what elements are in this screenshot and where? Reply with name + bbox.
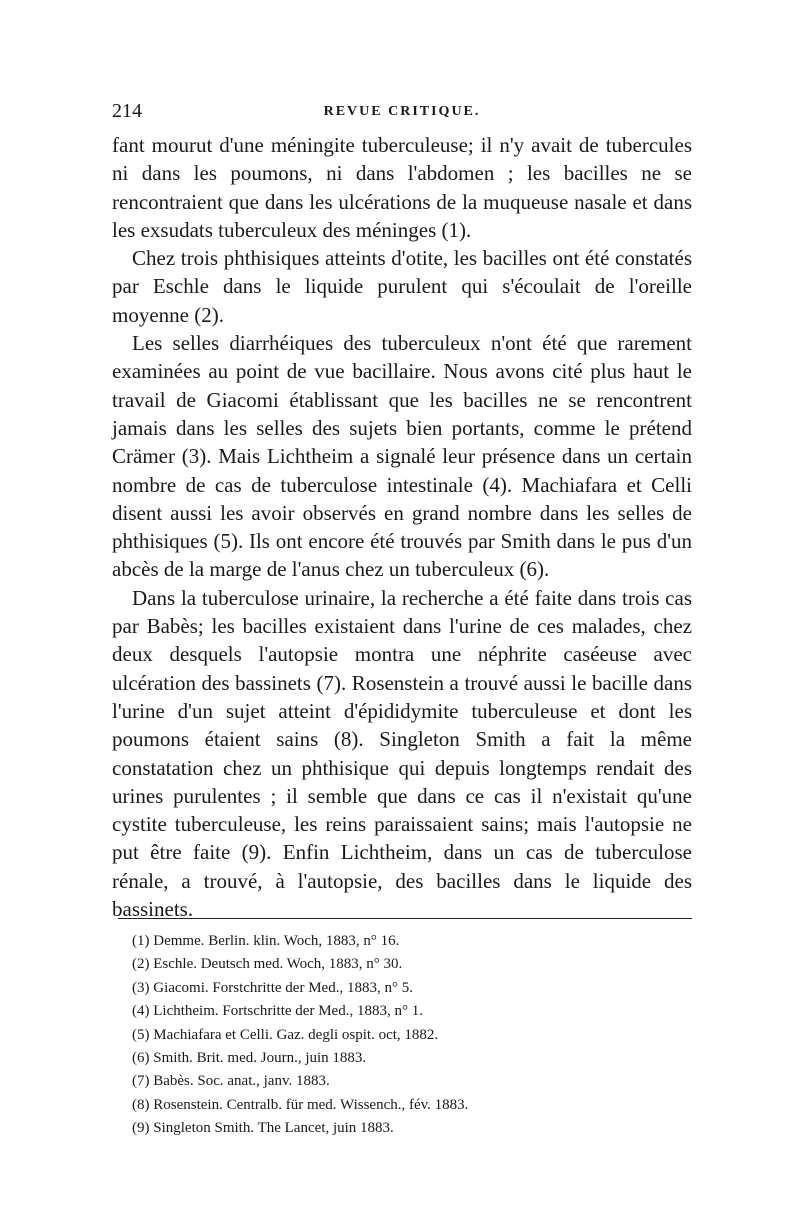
footnote: (6) Smith. Brit. med. Journ., juin 1883. bbox=[132, 1050, 367, 1067]
footnote: (1) Demme. Berlin. klin. Woch, 1883, n° 16. bbox=[132, 933, 400, 949]
paragraph: Dans la tuberculose urinaire, la recherche a été faite dans trois cas par Babès; les bacilles existaient dans l'urine de ces malades, chez deux desquels l'autopsie montra une néphrite caséeuse avec ulcération des bassinets (7). Rosenstein a trouvé aussi le bacille dans l'urine d'un sujet atteint d'épididymite tuberculeuse et dont les poumons étaient sains (8). Singleton Smith a fait la même constatation chez un phthisique qui depuis longtemps rendait des urines purulentes ; il semble que dans ce cas il n'existait qu'une cystite tuberculeuse, les reins paraissaient sains; mais l'autopsie ne put être faite (9). Enfin Lichtheim, dans un cas de tuberculose rénale, a trouvé, à l'autopsie, des bacilles dans le liquide des bassinets. bbox=[112, 585, 692, 922]
footnotes bbox=[132, 930, 672, 1141]
page-header bbox=[112, 100, 692, 126]
paragraph: Les selles diarrhéiques des tuberculeux n'ont été que rarement examinées au point de vue bacillaire. Nous avons cité plus haut le travail de Giacomi établissant que les bacilles ne se rencontrent jamais dans les selles des sujets bien portants, comme le prétend Crämer (3). Mais Lichtheim a signalé leur présence dans un certain nombre de cas de tuberculose intestinale (4). Machiafara et Celli disent aussi les avoir observés en grand nombre dans les selles de phthisiques (5). Ils ont encore été trouvés par Smith dans le pus d'un abcès de la marge de l'anus chez un tuberculeux (6). bbox=[112, 331, 692, 582]
running-title: REVUE CRITIQUE. bbox=[323, 104, 481, 119]
paragraph: fant mourut d'une méningite tuberculeuse; il n'y avait de tubercules ni dans les poumons, ni dans l'abdomen ; les bacilles ne se rencontraient que dans les ulcérations de la muqueuse nasale et dans les exsudats tuberculeux des méninges (1). bbox=[112, 133, 692, 242]
footnote: (3) Giacomi. Forstchritte der Med., 1883, n° 5. bbox=[132, 979, 413, 996]
footnote-divider bbox=[118, 918, 692, 919]
page-number: 214 bbox=[112, 100, 142, 122]
footnote: (8) Rosenstein. Centralb. für med. Wissench., fév. 1883. bbox=[132, 1096, 469, 1113]
paragraph: Chez trois phthisiques atteints d'otite, les bacilles ont été constatés par Eschle dans le liquide purulent qui s'écoulait de l'oreille moyenne (2). bbox=[112, 246, 692, 327]
body-text bbox=[112, 131, 692, 923]
footnote: (9) Singleton Smith. The Lancet, juin 1883. bbox=[132, 1120, 394, 1137]
footnote: (5) Machiafara et Celli. Gaz. degli ospit. oct, 1882. bbox=[132, 1026, 439, 1043]
footnote: (7) Babès. Soc. anat., janv. 1883. bbox=[132, 1073, 330, 1090]
footnote: (4) Lichtheim. Fortschritte der Med., 1883, n° 1. bbox=[132, 1003, 423, 1020]
footnote: (2) Eschle. Deutsch med. Woch, 1883, n° 30. bbox=[132, 956, 403, 973]
